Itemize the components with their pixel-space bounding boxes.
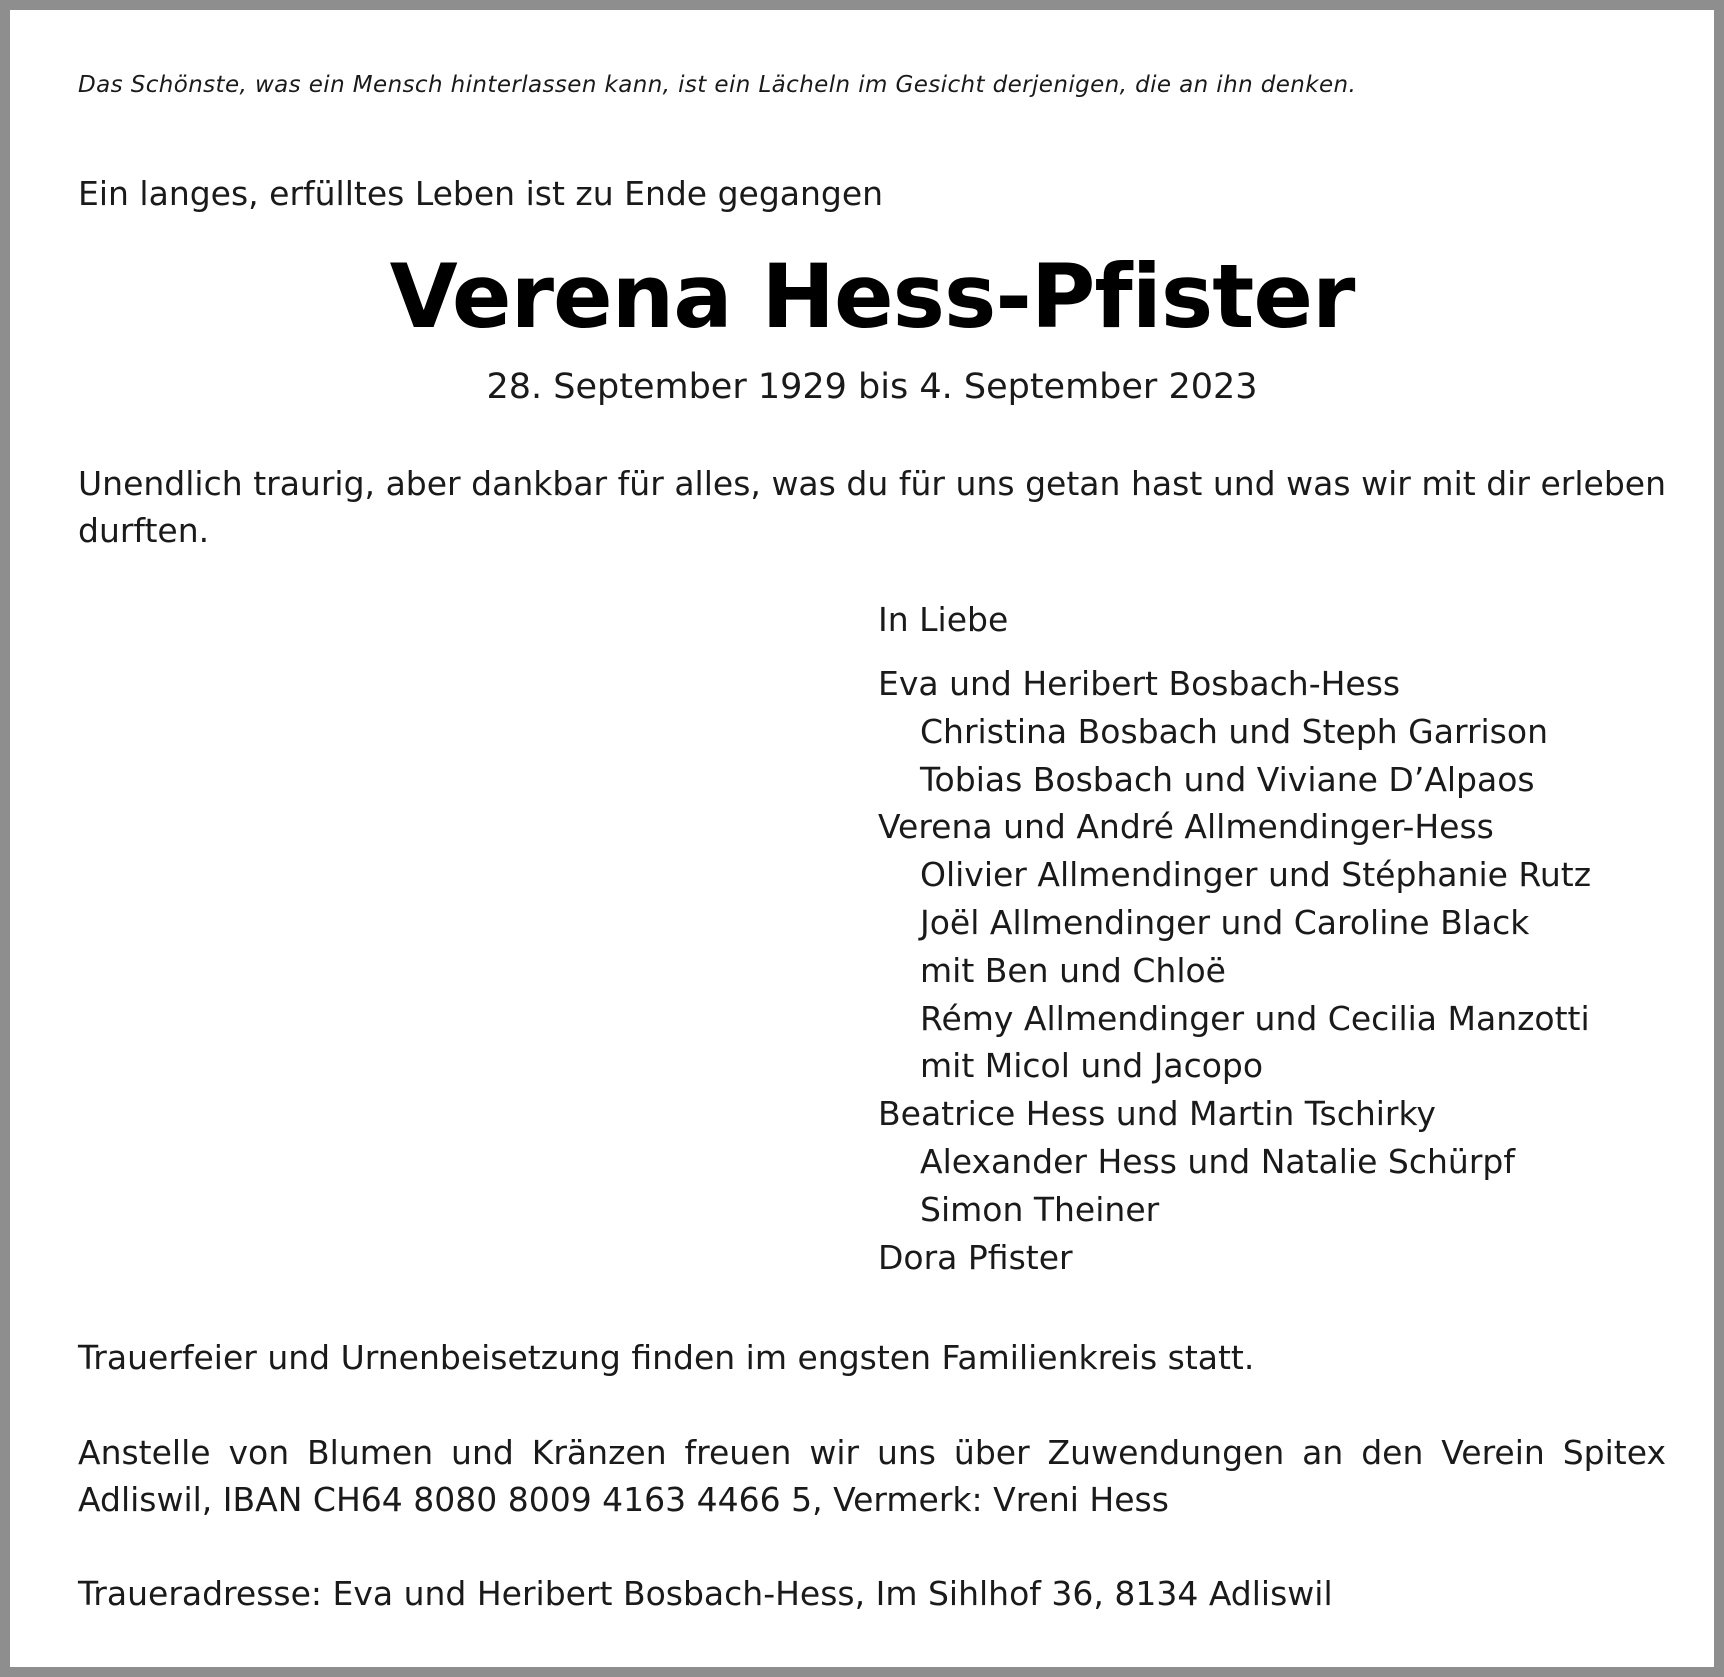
mourners-heading: In Liebe (878, 600, 1009, 639)
mourner-line: Olivier Allmendinger und Stéphanie Rutz (920, 855, 1592, 895)
life-dates: 28. September 1929 bis 4. September 2023 (486, 367, 1258, 407)
mourner-line: Rémy Allmendinger und Cecilia Manzotti (920, 998, 1590, 1038)
mourning-address: Traueradresse: Eva und Heribert Bosbach-Hess, Im Sihlhof 36, 8134 Adliswil (78, 1574, 1333, 1613)
mourner-line: mit Micol und Jacopo (920, 1046, 1264, 1086)
ceremony-notice: Trauerfeier und Urnenbeisetzung finden im engsten Familienkreis statt. (78, 1338, 1255, 1377)
donation-notice: Anstelle von Blumen und Kränzen freuen wir uns über Zuwendungen an den Verein Spitex Adliswil, IBAN CH64 8080 8009 4163 4466 5, Vermerk: Vreni Hess (78, 1433, 1666, 1519)
intro-line: Ein langes, erfülltes Leben ist zu Ende gegangen (78, 174, 884, 213)
mourner-line: Simon Theiner (920, 1189, 1160, 1229)
thanks-paragraph: Unendlich traurig, aber dankbar für alles, was du für uns getan hast und was wir mit dir erleben durften. (78, 464, 1666, 550)
motto-quote: Das Schönste, was ein Mensch hinterlassen kann, ist ein Lächeln im Gesicht derjenigen, die an ihn denken. (78, 72, 1357, 98)
mourner-line: Dora Pfister (878, 1237, 1073, 1277)
mourner-line: Alexander Hess und Natalie Schürpf (920, 1141, 1515, 1181)
mourner-line: Eva und Heribert Bosbach-Hess (878, 664, 1401, 703)
mourner-line: Beatrice Hess und Martin Tschirky (878, 1094, 1436, 1134)
mourners-block (878, 600, 1591, 1281)
mourner-line: mit Ben und Chloë (920, 950, 1226, 990)
mourner-line: Tobias Bosbach und Viviane D’Alpaos (920, 759, 1535, 799)
mourner-line: Joël Allmendinger und Caroline Black (920, 902, 1530, 942)
mourners-list (878, 660, 1591, 1281)
mourner-line: Verena und André Allmendinger-Hess (878, 807, 1494, 847)
deceased-name: Verena Hess-Pfister (389, 245, 1355, 348)
mourner-line: Christina Bosbach und Steph Garrison (920, 711, 1548, 751)
